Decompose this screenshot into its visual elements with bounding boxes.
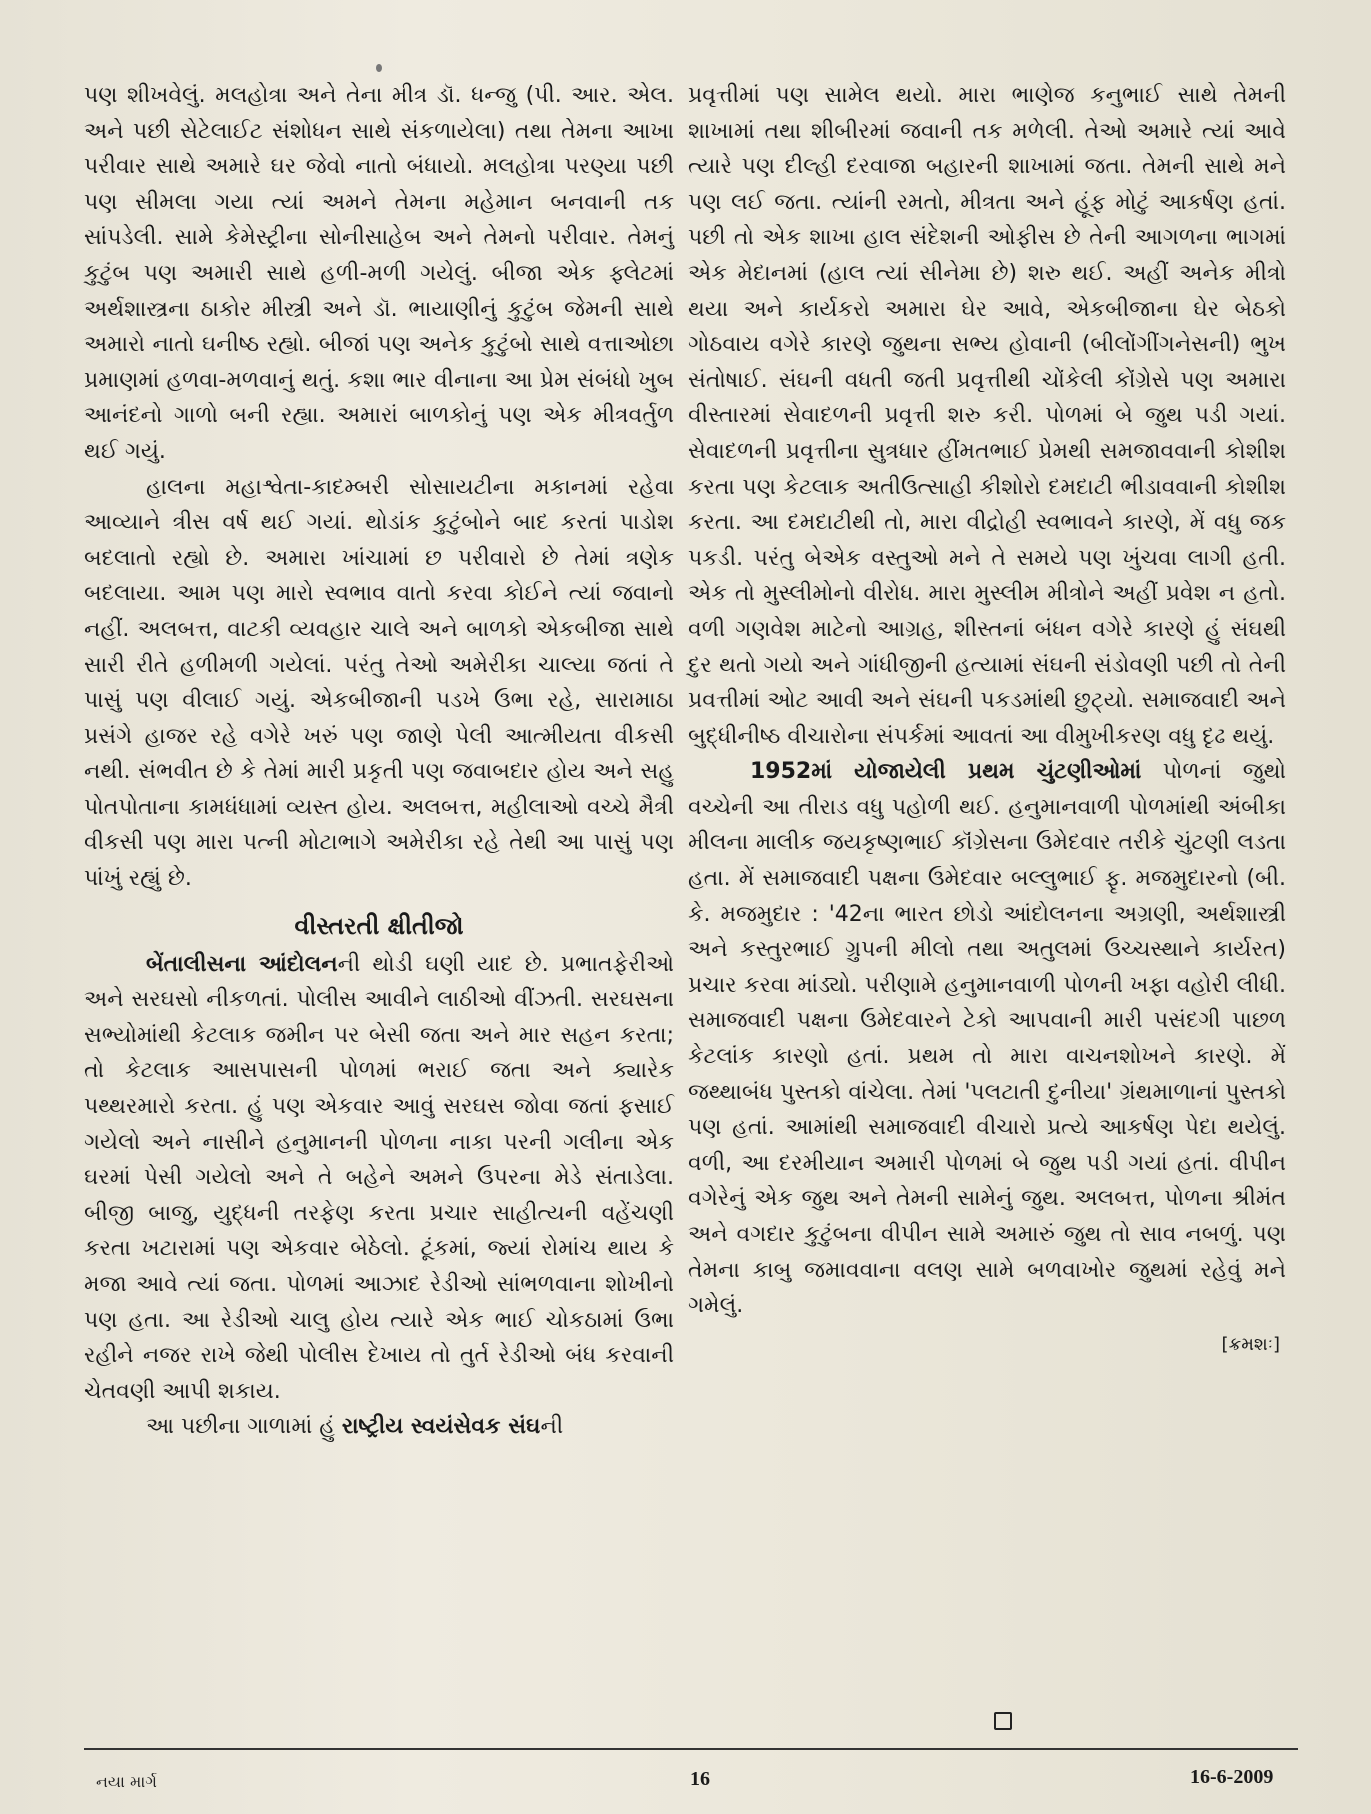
bold-term-rss: રાષ્ટ્રીય સ્વયંસેવક સંઘ (341, 1414, 541, 1440)
footer-rule (84, 1748, 1298, 1750)
left-paragraph-4-post: ની (540, 1414, 564, 1440)
magazine-name: નયા માર્ગ (96, 1772, 157, 1791)
page-number: 16 (690, 1768, 710, 1790)
bold-term-andolan: બેંતાલીસના આંદોલન (146, 951, 338, 977)
section-heading: વીસ્તરતી ક્ષીતીજો (294, 911, 464, 940)
left-paragraph-4 (84, 1409, 674, 1445)
left-paragraph-2: હાલના મહાશ્વેતા-કાદમ્બરી સોસાયટીના મકાનમાં રહેવા આવ્યાને ત્રીસ વર્ષ થઈ ગયાં. થોડાંક કુટુંબોને બાદ કરતાં પાડોશ બદલાતો રહ્યો છે. અમારા ખાંચામાં છ પરીવારો છે તેમાં ત્રણેક બદલાયા. આમ પણ મારો સ્વભાવ વાતો કરવા કોઈને ત્યાં જવાનો નહીં. અલબત્ત, વાટકી વ્યવહાર ચાલે અને બાળકો એકબીજા સાથે સારી રીતે હળીમળી ગયેલાં. પરંતુ તેઓ અમેરીકા ચાલ્યા જતાં તે પાસું પણ વીલાઈ ગયું. એકબીજાની પડખે ઉભા રહે, સારામાઠા પ્રસંગે હાજર રહે વગેરે ખરું પણ જાણે પેલી આત્મીયતા વીકસી નથી. સંભવીત છે કે તેમાં મારી પ્રકૃતી પણ જવાબદાર હોય અને સહુ પોતપોતાના કામધંધામાં વ્યસ્ત હોય. અલબત્ત, મહીલાઓ વચ્ચે મૈત્રી વીકસી પણ મારા પત્ની મોટાભાગે અમેરીકા રહે તેથી આ પાસું પણ પાંખું રહ્યું છે. (84, 474, 674, 892)
end-of-article-box (994, 1712, 1012, 1730)
bold-term-elections: 1952માં યોજાયેલી પ્રથમ ચુંટણીઓમાં (750, 759, 1142, 785)
right-paragraph-2 (688, 754, 1286, 1324)
right-paragraph-2-text: પોળનાં જુથો વચ્ચેની આ તીરાડ વધુ પહોળી થઈ. હનુમાનવાળી પોળમાંથી અંબીકા મીલના માલીક જયકૃષ્ણભાઈ કૉંગ્રેસના ઉમેદવાર તરીકે ચુંટણી લડતા હતા. મેં સમાજવાદી પક્ષના ઉમેદવાર બલ્લુભાઈ ફૃ. મજમુદારનો (બી. કે. મજમુદાર : '42ના ભારત છોડો આંદોલનના અગ્રણી, અર્થશાસ્ત્રી અને કસ્તુરભાઈ ગ્રુપની મીલો તથા અતુલમાં ઉચ્ચસ્થાને કાર્યરત) પ્રચાર કરવા માંડ્યો. પરીણામે હનુમાનવાળી પોળની ખફા વહોરી લીધી. સમાજવાદી પક્ષના ઉમેદવારને ટેકો આપવાની મારી પસંદગી પાછળ કેટલાંક કારણો હતાં. પ્રથમ તો મારા વાચનશોખને કારણે. મેં જથ્થાબંધ પુસ્તકો વાંચેલા. તેમાં 'પલટાતી દુનીયા' ગ્રંથમાળાનાં પુસ્તકો પણ હતાં. આમાંથી સમાજવાદી વીચારો પ્રત્યે આકર્ષણ પેદા થયેલું. વળી, આ દરમીયાન અમારી પોળમાં બે જુથ પડી ગયાં હતાં. વીપીન વગેરેનું એક જુથ અને તેમની સામેનું જુથ. અલબત્ત, પોળના શ્રીમંત અને વગદાર કુટુંબના વીપીન સામે અમારું જુથ તો સાવ નબળું. પણ તેમના કાબુ જમાવવાના વલણ સામે બળવાખોર જુથમાં રહેવું મને ગમેલું. (688, 759, 1286, 1319)
left-paragraph-4-pre: આ પછીના ગાળામાં હું (146, 1414, 342, 1440)
issue-date: 16-6-2009 (1190, 1766, 1274, 1788)
right-column (688, 78, 1286, 1360)
left-paragraph-1: પણ શીખવેલું. મલહોત્રા અને તેના મીત્ર ડૉ. ધન્જુ (પી. આર. એલ. અને પછી સેટેલાઈટ સંશોધન સાથે સંકળાયેલા) તથા તેમના આખા પરીવાર સાથે અમારે ઘર જેવો નાતો બંધાયો. મલહોત્રા પરણ્યા પછી પણ સીમલા ગયા ત્યાં અમને તેમના મહેમાન બનવાની તક સાંપડેલી. સામે કેમેસ્ટ્રીના સોનીસાહેબ અને તેમનો પરીવાર. તેમનું કુટુંબ પણ અમારી સાથે હળી-મળી ગયેલું. બીજા એક ફ્લેટમાં અર્થશાસ્ત્રના ઠાકોર મીસ્ત્રી અને ડૉ. ભાયાણીનું કુટુંબ જેમની સાથે અમારો નાતો ઘનીષ્ઠ રહ્યો. બીજાં પણ અનેક કુટુંબો સાથે વત્તાઓછા પ્રમાણમાં હળવા-મળવાનું થતું. કશા ભાર વીનાના આ પ્રેમ સંબંધો ખુબ આનંદનો ગાળો બની રહ્યા. અમારાં બાળકોનું પણ એક મીત્રવર્તુળ થઈ ગયું. (84, 83, 674, 464)
continued-marker: [ક્રમશઃ] (1221, 1333, 1280, 1355)
left-paragraph-3-text: ની થોડી ઘણી યાદ છે. પ્રભાતફેરીઓ અને સરઘસો નીકળતાં. પોલીસ આવીને લાઠીઓ વીંઝતી. સરઘસના સભ્યોમાંથી કેટલાક જમીન પર બેસી જતા અને માર સહન કરતા; તો કેટલાક આસપાસની પોળમાં ભરાઈ જતા અને ક્યારેક પથ્થરમારો કરતા. હું પણ એકવાર આવું સરઘસ જોવા જતાં ફસાઈ ગયેલો અને નાસીને હનુમાનની પોળના નાકા પરની ગલીના એક ઘરમાં પેસી ગયેલો અને તે બહેને અમને ઉપરના મેડે સંતાડેલા. બીજી બાજુ, યુદ્ધની તરફેણ કરતા પ્રચાર સાહીત્યની વહેંચણી કરતા ખટારામાં પણ એકવાર બેઠેલો. ટૂંકમાં, જ્યાં રોમાંચ થાય કે મજા આવે ત્યાં જતા. પોળમાં આઝાદ રેડીઓ સાંભળવાના શોખીનો પણ હતા. આ રેડીઓ ચાલુ હોય ત્યારે એક ભાઈ ચોકઠામાં ઉભા રહીને નજર રાખે જેથી પોલીસ દેખાય તો તુર્ત રેડીઓ બંધ કરવાની ચેતવણી આપી શકાય. (84, 951, 674, 1404)
right-paragraph-1: પ્રવૃત્તીમાં પણ સામેલ થયો. મારા ભાણેજ કનુભાઈ સાથે તેમની શાખામાં તથા શીબીરમાં જવાની તક મળેલી. તેઓ અમારે ત્યાં આવે ત્યારે પણ દીલ્હી દરવાજા બહારની શાખામાં જતા. તેમની સાથે મને પણ લઈ જતા. ત્યાંની રમતો, મીત્રતા અને હૂંફ મોટું આકર્ષણ હતાં. પછી તો એક શાખા હાલ સંદેશની ઓફીસ છે તેની આગળના ભાગમાં એક મેદાનમાં (હાલ ત્યાં સીનેમા છે) શરુ થઈ. અહીં અનેક મીત્રો થયા અને કાર્યકરો અમારા ઘેર આવે, એકબીજાના ઘેર બેઠકો ગોઠવાય વગેરે કારણે જુથના સભ્ય હોવાની (બીલોંગીંગનેસની) ભુખ સંતોષાઈ. સંઘની વધતી જતી પ્રવૃત્તીથી ચોંકેલી કોંગ્રેસે પણ અમારા વીસ્તારમાં સેવાદળની પ્રવૃત્તી શરુ કરી. પોળમાં બે જુથ પડી ગયાં. સેવાદળની પ્રવૃત્તીના સુત્રધાર હીંમતભાઈ પ્રેમથી સમજાવવાની કોશીશ કરતા પણ કેટલાક અતીઉત્સાહી કીશોરો દમદાટી ભીડાવવાની કોશીશ કરતા. આ દમદાટીથી તો, મારા વીદ્રોહી સ્વભાવને કારણે, મેં વધુ જક પકડી. પરંતુ બેએક વસ્તુઓ મને તે સમયે પણ ખુંચવા લાગી હતી. એક તો મુસ્લીમોનો વીરોધ. મારા મુસ્લીમ મીત્રોને અહીં પ્રવેશ ન હતો. વળી ગણવેશ માટેનો આગ્રહ, શીસ્તનાં બંધન વગેરે કારણે હું સંઘથી દુર થતો ગયો અને ગાંધીજીની હત્યામાં સંઘની સંડોવણી પછી તો તેની પ્રવત્તીમાં ઓટ આવી અને સંઘની પકડમાંથી છુટ્યો. સમાજવાદી અને બુદ્ધીનીષ્ઠ વીચારોના સંપર્કમાં આવતાં આ વીમુખીકરણ વધુ દૃઢ થયું. (688, 83, 1286, 749)
left-paragraph-3 (84, 947, 674, 1410)
left-column (84, 78, 674, 1445)
speck (376, 64, 382, 72)
